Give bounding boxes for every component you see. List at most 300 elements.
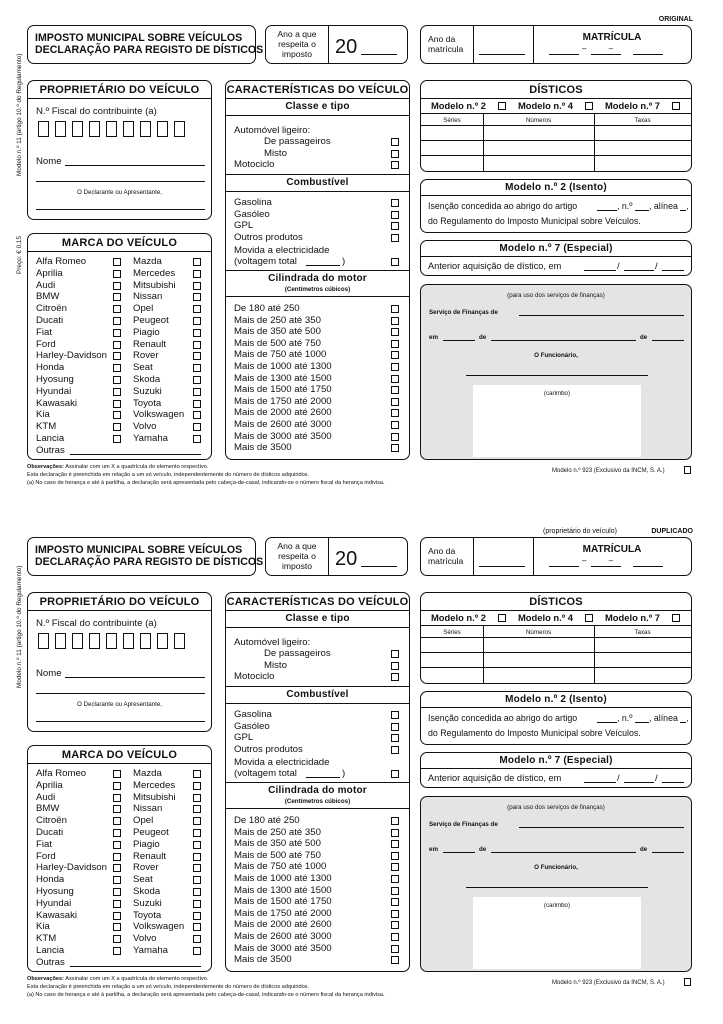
owner-box bbox=[27, 592, 212, 732]
fuel-item-checkbox[interactable] bbox=[391, 723, 399, 731]
model2-line1b: , n.º bbox=[617, 713, 633, 723]
fuel-top-rule bbox=[226, 174, 409, 175]
brand-checkbox[interactable] bbox=[193, 782, 201, 790]
characteristics-title: CARACTERÍSTICAS DO VEÍCULO bbox=[226, 596, 409, 608]
brand-checkbox[interactable] bbox=[113, 341, 121, 349]
model2-article-field[interactable] bbox=[597, 722, 617, 723]
engine-item-checkbox[interactable] bbox=[391, 910, 399, 918]
tax-year-label-cell bbox=[266, 26, 329, 63]
fuel-item-checkbox[interactable] bbox=[391, 746, 399, 754]
distico-table-row[interactable] bbox=[421, 667, 691, 682]
nif-digit-cell[interactable] bbox=[123, 121, 134, 137]
engine-item-checkbox[interactable] bbox=[391, 340, 399, 348]
engine-title-rule bbox=[226, 296, 409, 297]
brand-checkbox[interactable] bbox=[113, 900, 121, 908]
engine-item-checkbox[interactable] bbox=[391, 921, 399, 929]
reg-year-field[interactable] bbox=[479, 566, 525, 567]
engine-list bbox=[226, 815, 409, 967]
brand-checkbox[interactable] bbox=[113, 282, 121, 290]
model7-title: Modelo n.º 7 (Especial) bbox=[499, 243, 613, 254]
model2-title: Modelo n.º 2 (Isento) bbox=[505, 694, 607, 705]
brand-checkbox[interactable] bbox=[193, 829, 201, 837]
model7-year-field[interactable] bbox=[662, 270, 684, 271]
engine-item-checkbox[interactable] bbox=[391, 817, 399, 825]
brand-checkbox[interactable] bbox=[193, 317, 201, 325]
model2-line2: do Regulamento do Imposto Municipal sobre Veículos. bbox=[428, 728, 641, 738]
brand-checkbox[interactable] bbox=[113, 435, 121, 443]
reg-year-label-2: matrícula bbox=[428, 44, 464, 54]
distico-model-checkbox[interactable] bbox=[672, 614, 680, 622]
brand-label: Ford bbox=[36, 850, 56, 862]
class-title-rule bbox=[226, 627, 409, 628]
brand-checkbox[interactable] bbox=[113, 388, 121, 396]
finance-official-signature[interactable] bbox=[466, 887, 648, 888]
nif-label: N.º Fiscal do contribuinte (a) bbox=[36, 106, 157, 117]
engine-item-label: Mais de 2600 até 3000 bbox=[234, 931, 332, 942]
model2-title-rule bbox=[421, 707, 691, 708]
engine-item-checkbox[interactable] bbox=[391, 363, 399, 371]
finance-de-label-2: de bbox=[640, 846, 648, 853]
nif-digit-cell[interactable] bbox=[55, 633, 66, 649]
brand-checkbox[interactable] bbox=[193, 805, 201, 813]
brand-checkbox[interactable] bbox=[193, 923, 201, 931]
brand-checkbox[interactable] bbox=[113, 411, 121, 419]
nif-digit-cell[interactable] bbox=[72, 633, 83, 649]
engine-item-checkbox[interactable] bbox=[391, 852, 399, 860]
notes-line-3: (a) No caso de herança e até à partilha, a declaração será apresentada pelo cabeça-de-casal, indicando-se o número fiscal da herança indivisa. bbox=[27, 480, 385, 486]
nif-digit-cell[interactable] bbox=[38, 121, 49, 137]
class-item-label: De passageiros bbox=[264, 136, 331, 147]
brand-label: Renault bbox=[133, 850, 167, 862]
disticos-box bbox=[420, 592, 692, 684]
brand-checkbox[interactable] bbox=[113, 329, 121, 337]
characteristics-box bbox=[225, 80, 410, 460]
brand-label: Lancia bbox=[36, 945, 65, 956]
class-item-checkbox[interactable] bbox=[391, 150, 399, 158]
model7-month-field[interactable] bbox=[624, 782, 654, 783]
brand-checkbox[interactable] bbox=[193, 364, 201, 372]
engine-item-checkbox[interactable] bbox=[391, 829, 399, 837]
matricula-field-3[interactable] bbox=[633, 54, 663, 55]
name-field-2[interactable] bbox=[36, 693, 205, 694]
finance-stamp-area[interactable] bbox=[473, 897, 641, 969]
model2-number-field[interactable] bbox=[635, 210, 649, 211]
brand-checkbox[interactable] bbox=[113, 923, 121, 931]
nif-cells[interactable] bbox=[38, 633, 203, 649]
brand-checkbox[interactable] bbox=[113, 258, 121, 266]
brand-checkbox[interactable] bbox=[113, 270, 121, 278]
declarant-label: O Declarante ou Apresentante, bbox=[77, 701, 162, 708]
engine-item-checkbox[interactable] bbox=[391, 375, 399, 383]
engine-item-checkbox[interactable] bbox=[391, 421, 399, 429]
distico-model-label: Modelo n.º 4 bbox=[518, 612, 573, 623]
electric-checkbox[interactable] bbox=[391, 770, 399, 778]
notes-line-3: (a) No caso de herança e até à partilha, a declaração será apresentada pelo cabeça-de-casal, indicando-se o número fiscal da herança indivisa. bbox=[27, 992, 385, 998]
disticos-title: DÍSTICOS bbox=[529, 596, 583, 608]
finance-box bbox=[420, 284, 692, 460]
model7-title-rule bbox=[421, 768, 691, 769]
brand-label: Volvo bbox=[133, 933, 157, 945]
brand-checkbox[interactable] bbox=[193, 305, 201, 313]
brand-label: KTM bbox=[36, 421, 57, 433]
brand-checkbox[interactable] bbox=[113, 364, 121, 372]
tax-year-field[interactable] bbox=[361, 54, 397, 55]
engine-item-checkbox[interactable] bbox=[391, 305, 399, 313]
matricula-dashes: – – bbox=[582, 44, 614, 53]
brand-label: Skoda bbox=[133, 374, 161, 385]
finance-month-field[interactable] bbox=[491, 852, 636, 853]
model2-line1a: Isenção concedida ao abrigo do artigo bbox=[428, 201, 578, 211]
engine-item-label: Mais de 3000 até 3500 bbox=[234, 942, 332, 954]
brand-label: Rover bbox=[133, 350, 159, 362]
fuel-top-rule bbox=[226, 686, 409, 687]
finance-header: (para uso dos serviços de finanças) bbox=[507, 292, 605, 299]
electric-voltage-field[interactable] bbox=[306, 777, 340, 778]
brand-checkbox[interactable] bbox=[113, 305, 121, 313]
fuel-item-checkbox[interactable] bbox=[391, 199, 399, 207]
brand-checkbox[interactable] bbox=[113, 853, 121, 861]
distico-table bbox=[421, 113, 691, 171]
matricula-field-1[interactable] bbox=[549, 566, 579, 567]
nif-digit-cell[interactable] bbox=[123, 633, 134, 649]
nif-cells[interactable] bbox=[38, 121, 203, 137]
distico-table-row[interactable] bbox=[421, 637, 691, 652]
nif-digit-cell[interactable] bbox=[89, 121, 100, 137]
brand-checkbox[interactable] bbox=[193, 770, 201, 778]
brand-checkbox[interactable] bbox=[113, 805, 121, 813]
model7-day-field[interactable] bbox=[584, 782, 616, 783]
distico-table-row[interactable] bbox=[421, 140, 691, 155]
engine-item-checkbox[interactable] bbox=[391, 875, 399, 883]
engine-item-label: De 180 até 250 bbox=[234, 815, 300, 826]
brand-checkbox[interactable] bbox=[193, 888, 201, 896]
engine-item-label: Mais de 350 até 500 bbox=[234, 838, 321, 850]
brand-label: Toyota bbox=[133, 397, 162, 409]
brand-checkbox[interactable] bbox=[193, 912, 201, 920]
name-field-2[interactable] bbox=[36, 181, 205, 182]
distico-model-checkbox[interactable] bbox=[498, 102, 506, 110]
engine-item-checkbox[interactable] bbox=[391, 328, 399, 336]
fuel-item-checkbox[interactable] bbox=[391, 222, 399, 230]
tax-year-box bbox=[265, 537, 408, 576]
notes-label: Observações: bbox=[27, 976, 65, 982]
disticos-box bbox=[420, 80, 692, 172]
engine-item-checkbox[interactable] bbox=[391, 887, 399, 895]
distico-model-label: Modelo n.º 2 bbox=[431, 612, 486, 623]
fuel-list bbox=[226, 197, 409, 245]
brand-checkbox[interactable] bbox=[113, 817, 121, 825]
distico-model-checkbox[interactable] bbox=[672, 102, 680, 110]
model2-line1c: , alínea bbox=[649, 713, 678, 723]
name-field[interactable] bbox=[65, 165, 205, 166]
brand-others-field[interactable] bbox=[70, 454, 201, 455]
brand-checkbox[interactable] bbox=[193, 411, 201, 419]
finance-month-field[interactable] bbox=[491, 340, 636, 341]
brand-checkbox[interactable] bbox=[193, 376, 201, 384]
class-item-checkbox[interactable] bbox=[391, 673, 399, 681]
declarant-signature[interactable] bbox=[36, 721, 205, 722]
class-title: Classe e tipo bbox=[285, 613, 350, 624]
engine-item-checkbox[interactable] bbox=[391, 444, 399, 452]
model2-number-field[interactable] bbox=[635, 722, 649, 723]
brand-checkbox[interactable] bbox=[113, 912, 121, 920]
brand-checkbox[interactable] bbox=[193, 817, 201, 825]
brand-label: Audi bbox=[36, 279, 56, 291]
finance-official-label: O Funcionário, bbox=[534, 864, 578, 871]
brand-checkbox[interactable] bbox=[113, 376, 121, 384]
nif-digit-cell[interactable] bbox=[157, 121, 168, 137]
fuel-item-label: Gasóleo bbox=[234, 720, 270, 732]
model7-year-field[interactable] bbox=[662, 782, 684, 783]
brand-label: Opel bbox=[133, 815, 154, 827]
engine-item-label: Mais de 1300 até 1500 bbox=[234, 372, 332, 384]
price-label: Preço: € 0,15 bbox=[16, 235, 23, 274]
light-car-label: Automóvel ligeiro: bbox=[234, 125, 311, 136]
class-item-checkbox[interactable] bbox=[391, 161, 399, 169]
engine-item-checkbox[interactable] bbox=[391, 317, 399, 325]
finance-de-label-1: de bbox=[479, 334, 487, 341]
side-model-label: Modelo n.º 11 (artigo 10.º do Regulamento) bbox=[16, 53, 23, 176]
engine-item-checkbox[interactable] bbox=[391, 433, 399, 441]
name-field[interactable] bbox=[65, 677, 205, 678]
finance-em-label: em bbox=[429, 334, 438, 341]
brand-label: Kia bbox=[36, 921, 50, 933]
matricula-field-3[interactable] bbox=[633, 566, 663, 567]
brand-checkbox[interactable] bbox=[193, 794, 201, 802]
nif-digit-cell[interactable] bbox=[174, 121, 185, 137]
nif-digit-cell[interactable] bbox=[89, 633, 100, 649]
nif-digit-cell[interactable] bbox=[106, 121, 117, 137]
brand-checkbox[interactable] bbox=[113, 876, 121, 884]
distico-model-checkbox[interactable] bbox=[498, 614, 506, 622]
brand-checkbox[interactable] bbox=[113, 829, 121, 837]
engine-item-label: Mais de 1750 até 2000 bbox=[234, 395, 332, 407]
distico-model-checkbox[interactable] bbox=[585, 102, 593, 110]
engine-top-rule bbox=[226, 270, 409, 271]
footer-code: Modelo n.º 923 (Exclusivo da INCM, S. A.) bbox=[552, 980, 665, 986]
notes-line-1 bbox=[27, 463, 208, 471]
finance-service-field[interactable] bbox=[519, 827, 684, 828]
brand-checkbox[interactable] bbox=[113, 352, 121, 360]
brand-checkbox[interactable] bbox=[193, 341, 201, 349]
brand-checkbox[interactable] bbox=[193, 423, 201, 431]
engine-item-checkbox[interactable] bbox=[391, 956, 399, 964]
brand-box bbox=[27, 233, 212, 460]
brand-label: Aprilia bbox=[36, 267, 63, 279]
engine-item-checkbox[interactable] bbox=[391, 351, 399, 359]
model2-article-field[interactable] bbox=[597, 210, 617, 211]
brand-checkbox[interactable] bbox=[113, 947, 121, 955]
name-label: Nome bbox=[36, 156, 62, 167]
brand-label: Harley-Davidson bbox=[36, 350, 107, 362]
declarant-signature[interactable] bbox=[36, 209, 205, 210]
brand-checkbox[interactable] bbox=[193, 293, 201, 301]
electric-voltage-field[interactable] bbox=[306, 265, 340, 266]
brand-checkbox[interactable] bbox=[193, 853, 201, 861]
reg-year-label-1: Ano da bbox=[428, 546, 456, 556]
nif-digit-cell[interactable] bbox=[174, 633, 185, 649]
tax-year-field[interactable] bbox=[361, 566, 397, 567]
engine-item-label: Mais de 250 até 350 bbox=[234, 826, 321, 838]
fuel-item-checkbox[interactable] bbox=[391, 234, 399, 242]
matricula-field-2[interactable] bbox=[591, 54, 621, 55]
reg-year-field[interactable] bbox=[479, 54, 525, 55]
distico-table-row[interactable] bbox=[421, 652, 691, 667]
disticos-title: DÍSTICOS bbox=[529, 84, 583, 96]
finance-stamp-label: (carimbo) bbox=[543, 390, 571, 397]
finance-year-field[interactable] bbox=[652, 340, 684, 341]
brand-label: Suzuki bbox=[133, 897, 162, 909]
brand-checkbox[interactable] bbox=[193, 352, 201, 360]
distico-column-header: Números bbox=[525, 117, 552, 124]
class-item-label: Motociclo bbox=[234, 671, 275, 682]
tax-year-label-2: respeita o bbox=[278, 551, 316, 561]
finance-stamp-area[interactable] bbox=[473, 385, 641, 457]
distico-table-row[interactable] bbox=[421, 155, 691, 170]
distico-model-label: Modelo n.º 2 bbox=[431, 100, 486, 111]
engine-item-label: Mais de 3500 bbox=[234, 954, 292, 966]
nif-digit-cell[interactable] bbox=[140, 633, 151, 649]
finance-official-label: O Funcionário, bbox=[534, 352, 578, 359]
finance-box bbox=[420, 796, 692, 972]
brand-checkbox[interactable] bbox=[193, 876, 201, 884]
brand-label: Suzuki bbox=[133, 385, 162, 397]
brand-label: Honda bbox=[36, 362, 65, 374]
brand-others-label: Outras bbox=[36, 444, 65, 456]
engine-item-checkbox[interactable] bbox=[391, 398, 399, 406]
brand-label: Citroën bbox=[36, 815, 67, 827]
brand-checkbox[interactable] bbox=[193, 435, 201, 443]
model2-line1b: , n.º bbox=[617, 201, 633, 211]
brand-list bbox=[28, 768, 211, 968]
fuel-item-label: Outros produtos bbox=[234, 743, 303, 755]
engine-item-label: Mais de 2000 até 2600 bbox=[234, 407, 332, 419]
finance-official-signature[interactable] bbox=[466, 375, 648, 376]
brand-checkbox[interactable] bbox=[193, 400, 201, 408]
brand-checkbox[interactable] bbox=[113, 770, 121, 778]
brand-checkbox[interactable] bbox=[193, 900, 201, 908]
brand-checkbox[interactable] bbox=[113, 782, 121, 790]
brand-checkbox[interactable] bbox=[193, 864, 201, 872]
notes-text-1: Assinalar com um X a quadrícula do elemento respectivo. bbox=[65, 976, 209, 982]
reg-divider-1 bbox=[473, 26, 474, 63]
electric-checkbox[interactable] bbox=[391, 258, 399, 266]
engine-item-checkbox[interactable] bbox=[391, 386, 399, 394]
class-item-checkbox[interactable] bbox=[391, 650, 399, 658]
nif-digit-cell[interactable] bbox=[106, 633, 117, 649]
finance-de-label-1: de bbox=[479, 846, 487, 853]
owner-title: PROPRIETÁRIO DO VEÍCULO bbox=[39, 596, 200, 608]
model7-month-field[interactable] bbox=[624, 270, 654, 271]
brand-checkbox[interactable] bbox=[193, 258, 201, 266]
nif-digit-cell[interactable] bbox=[72, 121, 83, 137]
brand-label: Lancia bbox=[36, 433, 65, 444]
brand-checkbox[interactable] bbox=[113, 794, 121, 802]
engine-item-checkbox[interactable] bbox=[391, 409, 399, 417]
fuel-item-checkbox[interactable] bbox=[391, 211, 399, 219]
owner-title-rule bbox=[28, 98, 211, 99]
brand-label: BMW bbox=[36, 291, 60, 303]
brand-label: Mercedes bbox=[133, 779, 176, 791]
engine-item-label: Mais de 2600 até 3000 bbox=[234, 419, 332, 430]
brand-label: Citroën bbox=[36, 303, 67, 315]
engine-item-checkbox[interactable] bbox=[391, 898, 399, 906]
form-subtitle: DECLARAÇÃO PARA REGISTO DE DÍSTICOS bbox=[35, 556, 264, 568]
brand-checkbox[interactable] bbox=[193, 329, 201, 337]
nif-digit-cell[interactable] bbox=[55, 121, 66, 137]
brand-checkbox[interactable] bbox=[113, 293, 121, 301]
engine-top-rule bbox=[226, 782, 409, 783]
finance-service-label: Serviço de Finanças de bbox=[429, 821, 498, 828]
brand-checkbox[interactable] bbox=[193, 282, 201, 290]
matricula-field-2[interactable] bbox=[591, 566, 621, 567]
nif-digit-cell[interactable] bbox=[140, 121, 151, 137]
title-box bbox=[27, 25, 264, 64]
fuel-item-label: GPL bbox=[234, 732, 254, 743]
distico-table-row[interactable] bbox=[421, 125, 691, 140]
reg-year-label-1: Ano da bbox=[428, 34, 456, 44]
brand-label: Hyosung bbox=[36, 886, 74, 897]
brand-others-field[interactable] bbox=[70, 966, 201, 967]
brand-checkbox[interactable] bbox=[113, 888, 121, 896]
brand-label: Mazda bbox=[133, 768, 162, 779]
distico-model-checkbox[interactable] bbox=[585, 614, 593, 622]
model7-day-field[interactable] bbox=[584, 270, 616, 271]
finance-service-field[interactable] bbox=[519, 315, 684, 316]
nif-digit-cell[interactable] bbox=[38, 633, 49, 649]
brand-checkbox[interactable] bbox=[113, 935, 121, 943]
brand-label: Hyosung bbox=[36, 374, 74, 385]
nif-digit-cell[interactable] bbox=[157, 633, 168, 649]
brand-checkbox[interactable] bbox=[113, 400, 121, 408]
tax-year-prefix: 20 bbox=[335, 36, 358, 58]
brand-checkbox[interactable] bbox=[193, 270, 201, 278]
engine-item-label: Mais de 1000 até 1300 bbox=[234, 873, 332, 884]
finance-header: (para uso dos serviços de finanças) bbox=[507, 804, 605, 811]
matricula-field-1[interactable] bbox=[549, 54, 579, 55]
engine-item-label: Mais de 350 até 500 bbox=[234, 326, 321, 338]
brand-checkbox[interactable] bbox=[193, 841, 201, 849]
fuel-item-label: Gasolina bbox=[234, 709, 272, 720]
brand-label: Skoda bbox=[133, 886, 161, 897]
engine-item-checkbox[interactable] bbox=[391, 945, 399, 953]
brand-checkbox[interactable] bbox=[193, 388, 201, 396]
brand-checkbox[interactable] bbox=[113, 423, 121, 431]
engine-item-label: De 180 até 250 bbox=[234, 303, 300, 314]
brand-checkbox[interactable] bbox=[113, 864, 121, 872]
finance-day-field[interactable] bbox=[443, 852, 475, 853]
engine-item-checkbox[interactable] bbox=[391, 863, 399, 871]
finance-day-field[interactable] bbox=[443, 340, 475, 341]
brand-label: Mitsubishi bbox=[133, 279, 176, 291]
fuel-item-checkbox[interactable] bbox=[391, 711, 399, 719]
brand-checkbox[interactable] bbox=[193, 947, 201, 955]
class-item-checkbox[interactable] bbox=[391, 138, 399, 146]
characteristics-box bbox=[225, 592, 410, 972]
class-item-checkbox[interactable] bbox=[391, 662, 399, 670]
engine-item-checkbox[interactable] bbox=[391, 933, 399, 941]
engine-item-checkbox[interactable] bbox=[391, 840, 399, 848]
brand-checkbox[interactable] bbox=[113, 841, 121, 849]
brand-label: Alfa Romeo bbox=[36, 256, 87, 267]
finance-year-field[interactable] bbox=[652, 852, 684, 853]
brand-checkbox[interactable] bbox=[113, 317, 121, 325]
distico-models bbox=[421, 612, 691, 624]
fuel-item-checkbox[interactable] bbox=[391, 734, 399, 742]
tax-year-box bbox=[265, 25, 408, 64]
brand-label: Seat bbox=[133, 362, 153, 374]
brand-checkbox[interactable] bbox=[193, 935, 201, 943]
